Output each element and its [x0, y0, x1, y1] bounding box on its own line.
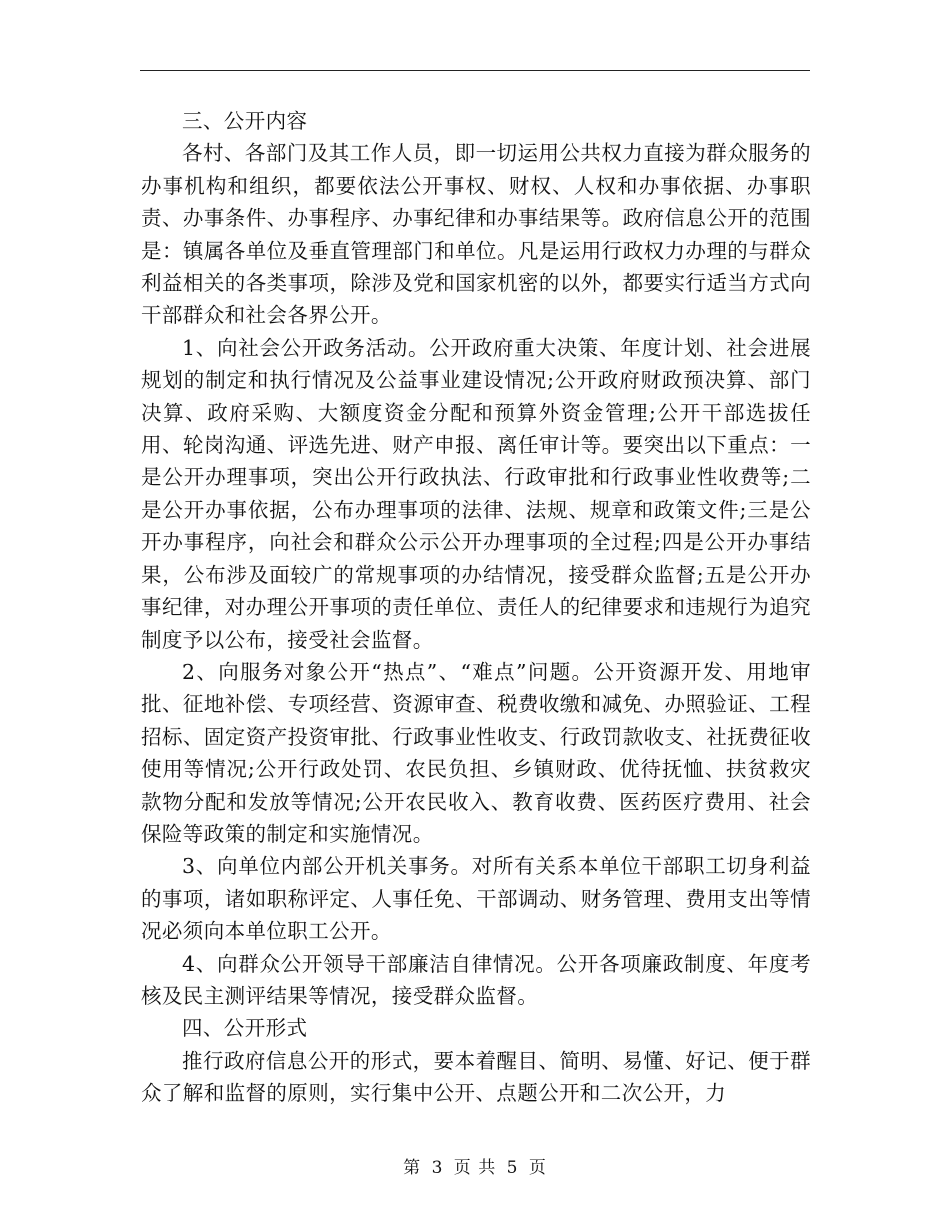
page-footer — [0, 1153, 950, 1178]
paragraph-scope: 各村、各部门及其工作人员，即一切运用公共权力直接为群众服务的办事机构和组织，都要依法公开事权、财权、人权和办事依据、办事职责、办事条件、办事程序、办事纪律和办事结果等。政府信息公开的范围是：镇属各单位及垂直管理部门和单位。凡是运用行政权力办理的与群众利益相关的各类事项，除涉及党和国家机密的以外，都要实行适当方式向干部群众和社会各界公开。 — [141, 141, 811, 328]
paragraph-item-1: 1、向社会公开政务活动。公开政府重大决策、年度计划、社会进展规划的制定和执行情况及公益事业建设情况;公开政府财政预决算、部门决算、政府采购、大额度资金分配和预算外资金管理;公开干部选拔任用、轮岗沟通、评选先进、财产申报、离任审计等。要突出以下重点：一是公开办理事项，突出公开行政执法、行政审批和行政事业性收费等;二是公开办事依据，公布办理事项的法律、法规、规章和政策文件;三是公开办事程序，向社会和群众公示公开办理事项的全过程;四是公开办事结果，公布涉及面较广的常规事项的办结情况，接受群众监督;五是公开办事纪律，对办理公开事项的责任单位、责任人的纪律要求和违规行为追究制度予以公布，接受社会监督。 — [141, 335, 811, 652]
paragraph-item-2: 2、向服务对象公开“热点”、“难点”问题。公开资源开发、用地审批、征地补偿、专项经营、资源审查、税费收缴和减免、办照验证、工程招标、固定资产投资审批、行政事业性收支、行政罚款收支、社抚费征收使用等情况;公开行政处罚、农民负担、乡镇财政、优待抚恤、扶贫救灾款物分配和发放等情况;公开农民收入、教育收费、医药医疗费用、社会保险等政策的制定和实施情况。 — [141, 659, 811, 846]
section-heading-content: 三、公开内容 — [182, 109, 308, 133]
footer-page-number: 3 — [431, 1158, 444, 1178]
paragraph-item-4: 4、向群众公开领导干部廉洁自律情况。公开各项廉政制度、年度考核及民主测评结果等情况，接受群众监督。 — [141, 951, 811, 1008]
footer-middle: 页 共 — [453, 1158, 497, 1178]
footer-prefix: 第 — [403, 1158, 422, 1178]
footer-total-pages: 5 — [506, 1158, 519, 1178]
document-body — [141, 105, 811, 1110]
header-rule — [140, 70, 810, 71]
section-heading-form: 四、公开形式 — [182, 1016, 308, 1041]
paragraph-item-3: 3、向单位内部公开机关事务。对所有关系本单位干部职工切身利益的事项，诸如职称评定、人事任免、干部调动、财务管理、费用支出等情况必须向本单位职工公开。 — [141, 854, 811, 944]
footer-suffix: 页 — [528, 1158, 547, 1178]
paragraph-form: 推行政府信息公开的形式，要本着醒目、简明、易懂、好记、便于群众了解和监督的原则，实行集中公开、点题公开和二次公开，力 — [141, 1048, 811, 1106]
